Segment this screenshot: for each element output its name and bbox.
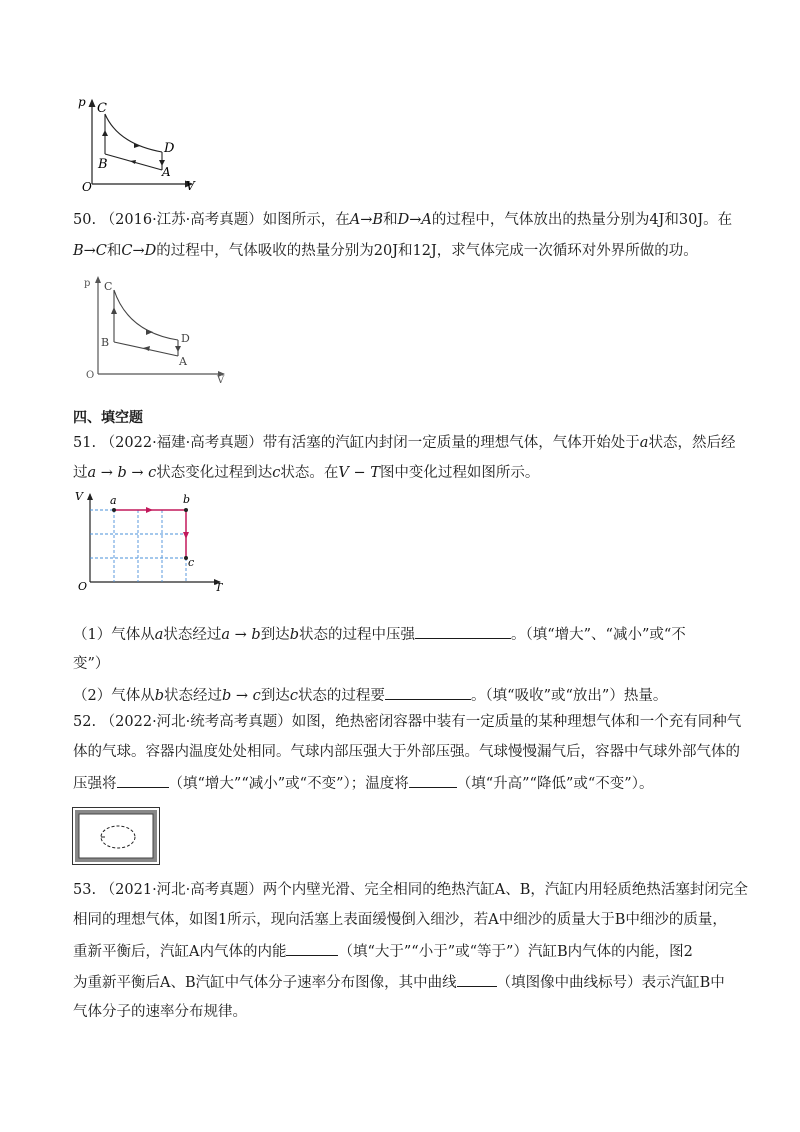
q50-text: 和 [106,243,122,259]
container-diagram-q52 [72,807,160,865]
q53-line1 [73,880,748,900]
answer-blank-6[interactable] [457,972,497,987]
q51-sub1-text: （1）气体从 [73,627,155,643]
q51-sub2-text: 到达 [260,688,290,704]
q53-line4 [73,972,725,993]
process-path: a → b → c [87,465,157,481]
q51-source: （2022·福建·高考真题） [100,435,263,451]
axis-label-v: V [75,490,83,503]
q51-text: 带有活塞的汽缸内封闭一定质量的理想气体，气体开始处于 [262,435,640,451]
q51-sub1-text: 到达 [260,627,290,643]
state-c: c [272,465,281,481]
q53-line5: 气体分子的速率分布规律。 [73,1004,247,1020]
q51-line1 [73,433,735,453]
point-a [112,508,116,512]
q50-text: 和 [383,212,398,228]
process-bc: b → c [222,688,261,704]
q51-sub2-text: 状态的过程要 [297,688,385,704]
origin-label: O [78,580,88,593]
q53-number: 53. [73,882,97,898]
vt-diagram-q51 [72,490,232,600]
process-ab: A→B [349,212,384,228]
q51-sub1-line1 [73,624,686,645]
q52-text: （填“增大”“减小”或“不变”）；温度将 [168,776,409,792]
answer-blank-4[interactable] [409,773,457,788]
origin-label: O [82,180,92,192]
process-da: D→A [397,212,432,228]
q52-text: 压强将 [73,776,117,792]
answer-blank-3[interactable] [117,773,169,788]
axis-label-v: V [186,179,195,192]
q52-line1 [73,712,741,732]
q50-source: （2016·江苏·高考真题） [100,212,263,228]
process-cd: C→D [121,243,157,259]
q53-line2: 相同的理想气体，如图1所示，现向活塞上表面缓慢倒入细沙，若A中细沙的质量大于B中细沙的质量， [73,912,727,928]
q51-text: 状态，然后经 [648,435,736,451]
q53-text: （填“大于”“小于”或“等于”）汽缸B内气体的内能，图2 [338,944,693,960]
q51-sub1-text: 状态的过程中压强 [298,627,415,643]
q50-number: 50. [73,212,97,228]
axis-label-v: V [217,375,225,384]
state-a: a [154,627,164,643]
axis-label-p: p [78,95,86,109]
point-label-b: B [101,336,110,349]
q50-text: 如图所示，在 [262,212,350,228]
point-label-b: b [183,493,191,506]
q52-text: 如图，绝热密闭容器中装有一定质量的某种理想气体和一个充有同种气 [291,714,742,730]
q51-sub2-text: 状态经过 [164,688,223,704]
state-b: b [154,688,165,704]
grid-lines [90,510,186,582]
point-label-c: c [188,556,195,569]
q51-text: 状态。在 [280,465,339,481]
q51-number: 51. [73,435,97,451]
q50-line2 [73,241,698,261]
q53-text: （填图像中曲线标号）表示汽缸B中 [496,975,725,991]
q51-sub2-text: 。（填“吸收”或“放出”）热量。 [470,688,668,704]
q50-text: 的过程中，气体吸收的热量分别为20J和12J，求气体完成一次循环对外界所做的功。 [156,243,698,259]
q52-line3 [73,773,653,794]
q51-text: 图中变化过程如图所示。 [379,465,540,481]
origin-label: O [86,370,95,381]
point-label-b: B [98,157,108,172]
answer-blank-2[interactable] [385,685,471,700]
answer-blank-1[interactable] [415,624,511,639]
q52-line2: 体的气球。容器内温度处处相同。气球内部压强大于外部压强。气球慢慢漏气后，容器中气球外部气体的 [73,744,740,760]
point-label-a: A [179,355,187,368]
point-label-a: A [162,165,171,179]
q53-source: （2021·河北·高考真题） [100,882,263,898]
pv-diagram-top [70,92,200,192]
state-b: b [289,627,299,643]
point-label-d: D [181,332,190,345]
q51-line2 [73,463,539,483]
process-bc: B→C [73,243,107,259]
answer-blank-5[interactable] [286,941,338,956]
q51-text: 过 [73,465,88,481]
point-label-a: a [110,494,117,507]
q52-text: （填“升高”“降低”或“不变”）。 [456,776,654,792]
process-ab: a → b [221,627,261,643]
q51-sub2-text: （2）气体从 [73,688,155,704]
q53-line3 [73,941,693,962]
q51-sub1-text: 。（填“增大”、“减小”或“不 [510,627,686,643]
state-c: c [289,688,298,704]
q53-text: 两个内壁光滑、完全相同的绝热汽缸A、B，汽缸内用轻质绝热活塞封闭完全 [262,882,748,898]
q53-text: 重新平衡后，汽缸A内气体的内能 [73,944,287,960]
q52-source: （2022·河北·统考高考真题） [100,714,292,730]
q50-text: 的过程中，气体放出的热量分别为4J和30J。在 [431,212,733,228]
axis-label-t: T [215,581,223,594]
section-heading: 四、填空题 [73,410,143,426]
state-a: a [639,435,649,451]
q51-text: 状态变化过程到达 [156,465,273,481]
q51-sub1-text: 状态经过 [163,627,222,643]
q50-line1 [73,210,732,230]
q51-sub2 [73,685,667,706]
q52-number: 52. [73,714,97,730]
point-label-c: C [97,101,107,116]
axis-label-p: p [84,278,91,289]
point-b [184,508,188,512]
q51-sub1-line2: 变”） [73,656,110,672]
pv-diagram-q50 [80,272,230,384]
point-label-c: C [104,280,113,293]
vt-label: V − T [338,465,380,481]
point-label-d: D [164,141,175,156]
q53-text: 为重新平衡后A、B汽缸中气体分子速率分布图像，其中曲线 [73,975,457,991]
